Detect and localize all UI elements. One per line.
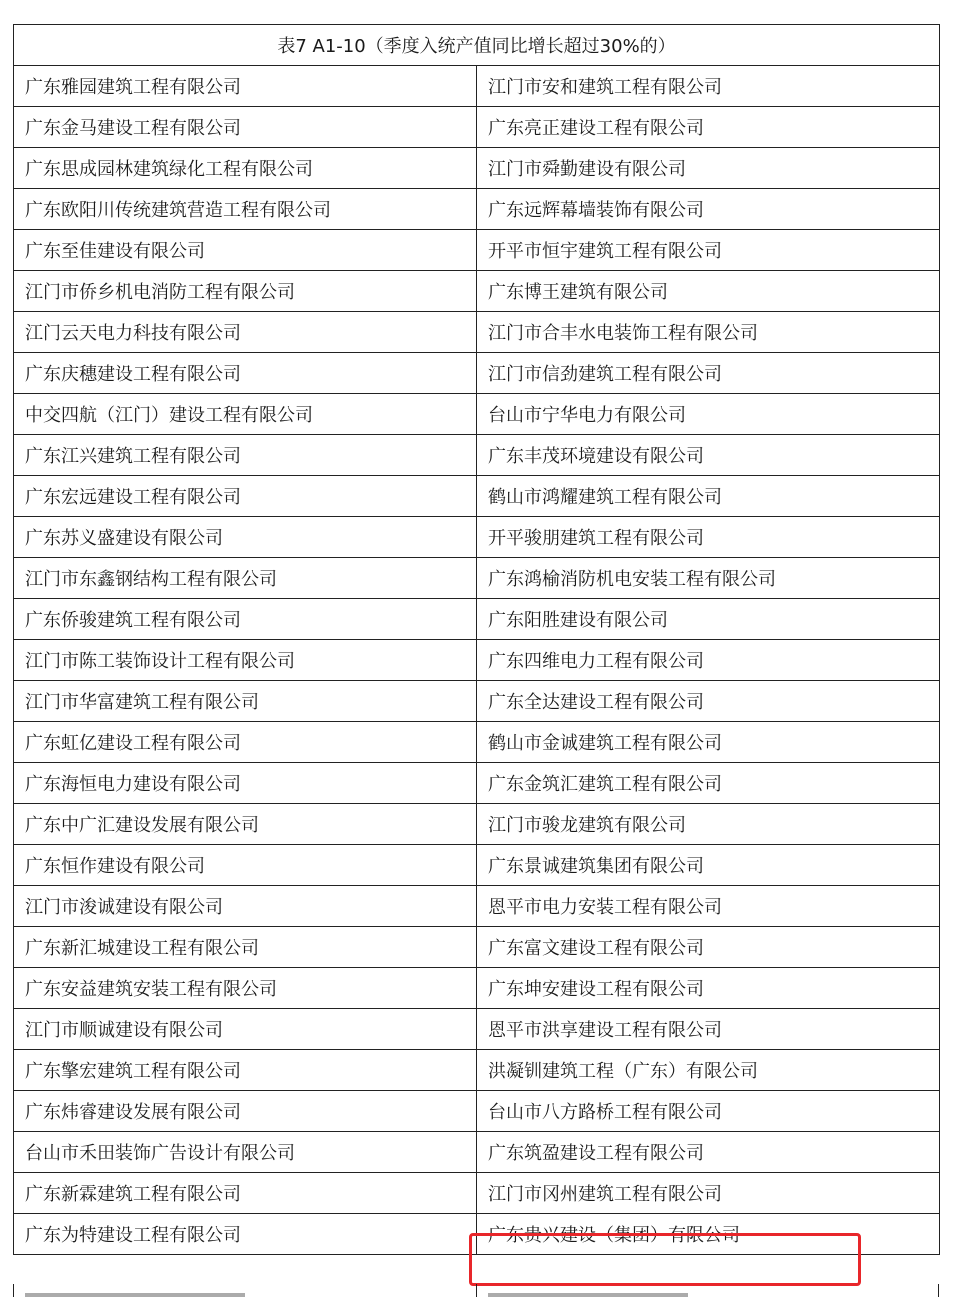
company-name-right: 江门市安和建筑工程有限公司: [477, 66, 940, 107]
company-name-left: 广东虹亿建设工程有限公司: [14, 722, 477, 763]
table-row: [14, 107, 940, 148]
company-name-right: 洪凝钏建筑工程（广东）有限公司: [477, 1050, 940, 1091]
table-row: [14, 1091, 940, 1132]
table-row: [14, 763, 940, 804]
company-name-right: 广东筑盈建设工程有限公司: [477, 1132, 940, 1173]
table-row: [14, 1214, 940, 1255]
company-table: [13, 24, 940, 1255]
company-name-left: 广东庆穗建设工程有限公司: [14, 353, 477, 394]
company-name-left: 广东金马建设工程有限公司: [14, 107, 477, 148]
table-title: 表7 A1-10（季度入统产值同比增长超过30%的）: [14, 25, 940, 66]
table-row: [14, 517, 940, 558]
company-name-left: 广东侨骏建筑工程有限公司: [14, 599, 477, 640]
company-name-right: 广东贵兴建设（集团）有限公司: [477, 1214, 940, 1255]
table-row: [14, 968, 940, 1009]
table-row: [14, 148, 940, 189]
table-row: [14, 804, 940, 845]
table-row: [14, 886, 940, 927]
company-name-right: 广东鸿榆消防机电安装工程有限公司: [477, 558, 940, 599]
company-name-right: 恩平市电力安装工程有限公司: [477, 886, 940, 927]
company-name-left: 广东思成园林建筑绿化工程有限公司: [14, 148, 477, 189]
company-name-right: 台山市八方路桥工程有限公司: [477, 1091, 940, 1132]
company-name-right: 广东全达建设工程有限公司: [477, 681, 940, 722]
table-row: [14, 845, 940, 886]
company-name-left: 广东欧阳川传统建筑营造工程有限公司: [14, 189, 477, 230]
company-name-left: 江门市陈工装饰设计工程有限公司: [14, 640, 477, 681]
company-name-left: 广东炜睿建设发展有限公司: [14, 1091, 477, 1132]
table-row: [14, 476, 940, 517]
table-row: [14, 435, 940, 476]
company-name-left: 广东海恒电力建设有限公司: [14, 763, 477, 804]
table-row: [14, 1050, 940, 1091]
company-name-right: 江门市冈州建筑工程有限公司: [477, 1173, 940, 1214]
table-row: [14, 66, 940, 107]
company-name-right: 台山市宁华电力有限公司: [477, 394, 940, 435]
table-row: [14, 271, 940, 312]
company-name-right: 江门市信劲建筑工程有限公司: [477, 353, 940, 394]
table-row: [14, 312, 940, 353]
company-name-left: 江门云天电力科技有限公司: [14, 312, 477, 353]
company-name-right: 广东博王建筑有限公司: [477, 271, 940, 312]
table-row: [14, 1173, 940, 1214]
company-name-right: 江门市舜勤建设有限公司: [477, 148, 940, 189]
company-name-right: 广东丰茂环境建设有限公司: [477, 435, 940, 476]
table-row: [14, 927, 940, 968]
table-row: [14, 353, 940, 394]
table-row: [14, 599, 940, 640]
company-name-right: 鹤山市鸿耀建筑工程有限公司: [477, 476, 940, 517]
company-name-right: 广东远辉幕墙装饰有限公司: [477, 189, 940, 230]
company-name-right: 江门市骏龙建筑有限公司: [477, 804, 940, 845]
company-name-left: 广东江兴建筑工程有限公司: [14, 435, 477, 476]
company-name-right: 开平市恒宇建筑工程有限公司: [477, 230, 940, 271]
company-name-right: 广东阳胜建设有限公司: [477, 599, 940, 640]
company-name-left: 广东为特建设工程有限公司: [14, 1214, 477, 1255]
company-name-left: 广东至佳建设有限公司: [14, 230, 477, 271]
table-row: [14, 681, 940, 722]
company-name-right: 广东金筑汇建筑工程有限公司: [477, 763, 940, 804]
company-name-left: 江门市华富建筑工程有限公司: [14, 681, 477, 722]
company-name-left: 台山市禾田装饰广告设计有限公司: [14, 1132, 477, 1173]
company-name-right: 恩平市洪享建设工程有限公司: [477, 1009, 940, 1050]
company-name-left: 江门市侨乡机电消防工程有限公司: [14, 271, 477, 312]
company-name-left: 江门市东鑫钢结构工程有限公司: [14, 558, 477, 599]
company-name-right: 鹤山市金诚建筑工程有限公司: [477, 722, 940, 763]
table-title-row: [14, 25, 940, 66]
table-row: [14, 640, 940, 681]
company-table-container: [13, 24, 939, 1255]
company-name-left: 广东雅园建筑工程有限公司: [14, 66, 477, 107]
table-row-cutoff: [13, 1284, 939, 1297]
company-name-right: 广东亮正建设工程有限公司: [477, 107, 940, 148]
table-row: [14, 394, 940, 435]
company-name-right: 开平骏朋建筑工程有限公司: [477, 517, 940, 558]
company-name-left: 广东擎宏建筑工程有限公司: [14, 1050, 477, 1091]
table-row: [14, 558, 940, 599]
company-name-left: 广东恒作建设有限公司: [14, 845, 477, 886]
company-name-left: 江门市顺诚建设有限公司: [14, 1009, 477, 1050]
table-row: [14, 722, 940, 763]
company-name-left: 广东安益建筑安装工程有限公司: [14, 968, 477, 1009]
table-row: [14, 189, 940, 230]
table-row: [14, 1132, 940, 1173]
company-name-left: 中交四航（江门）建设工程有限公司: [14, 394, 477, 435]
company-name-right: 江门市合丰水电装饰工程有限公司: [477, 312, 940, 353]
company-name-left: 广东苏义盛建设有限公司: [14, 517, 477, 558]
company-name-left: 广东中广汇建设发展有限公司: [14, 804, 477, 845]
company-name-left: 广东宏远建设工程有限公司: [14, 476, 477, 517]
table-body: [14, 66, 940, 1255]
company-name-right: 广东四维电力工程有限公司: [477, 640, 940, 681]
company-name-left: 江门市浚诚建设有限公司: [14, 886, 477, 927]
company-name-right: 广东景诚建筑集团有限公司: [477, 845, 940, 886]
company-name-left: 广东新霖建筑工程有限公司: [14, 1173, 477, 1214]
table-row: [14, 230, 940, 271]
company-name-right: 广东坤安建设工程有限公司: [477, 968, 940, 1009]
company-name-right: 广东富文建设工程有限公司: [477, 927, 940, 968]
table-row: [14, 1009, 940, 1050]
company-name-left: 广东新汇城建设工程有限公司: [14, 927, 477, 968]
